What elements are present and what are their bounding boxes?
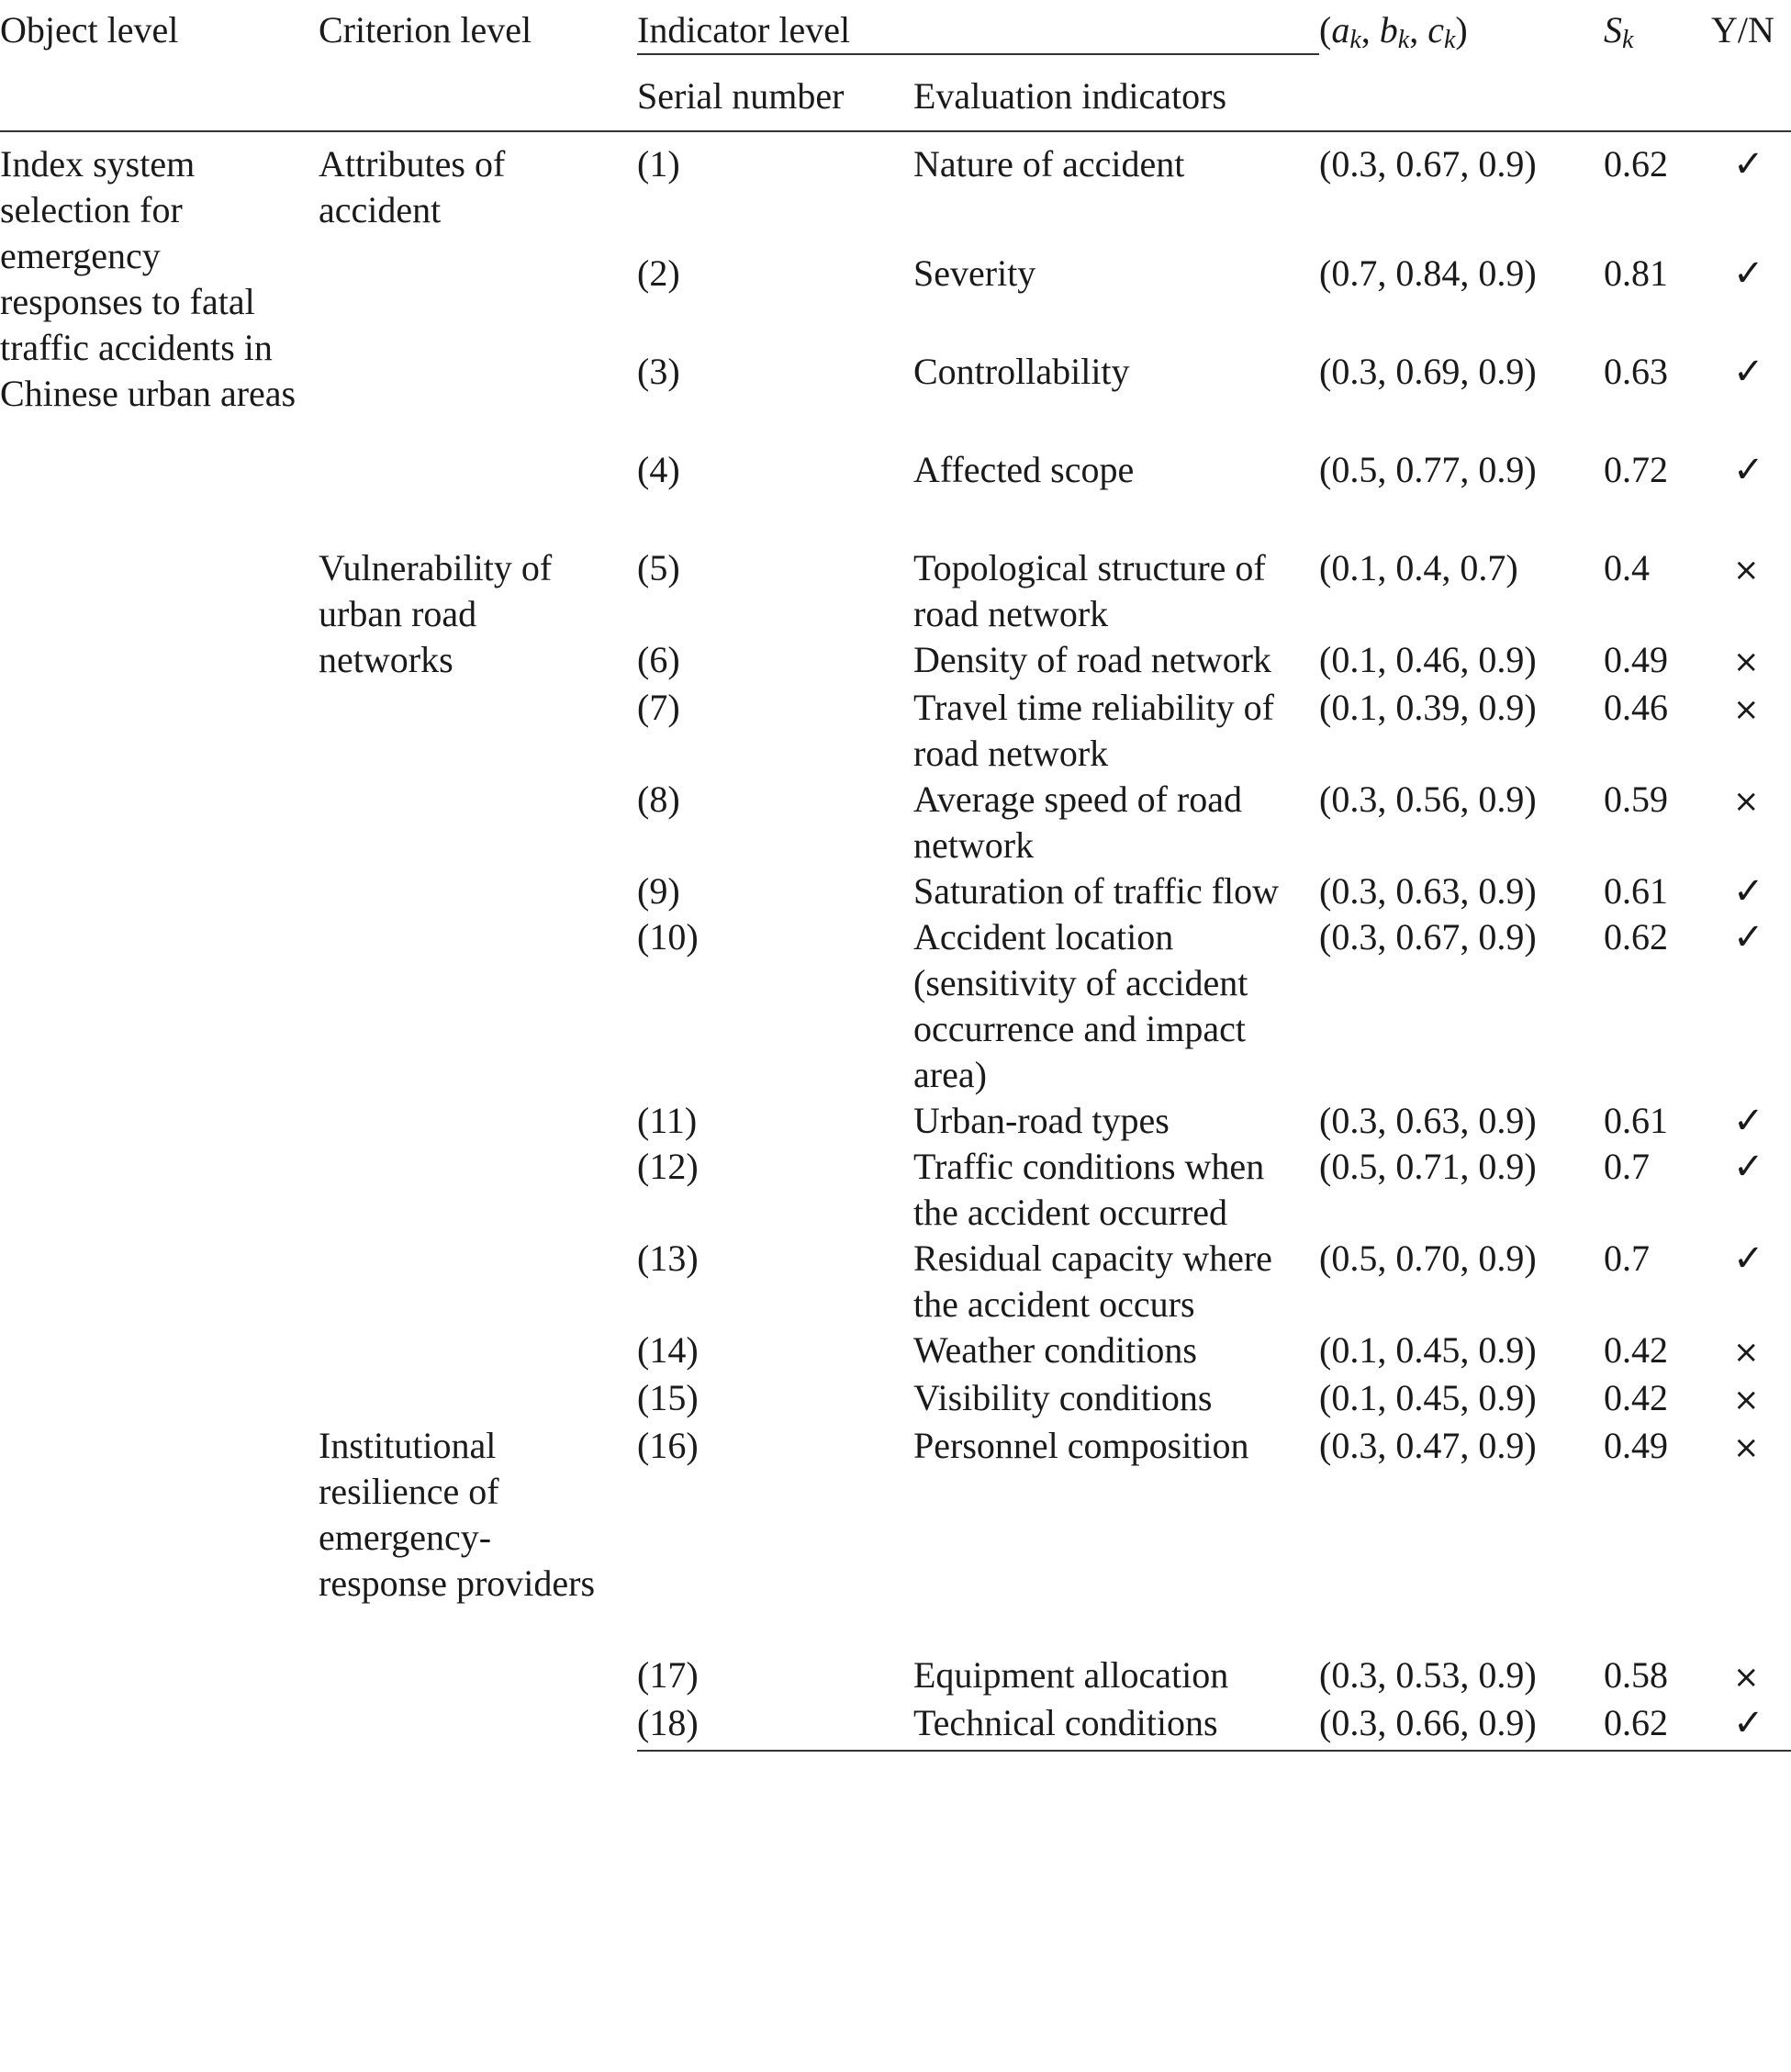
object-level-empty bbox=[0, 545, 319, 1751]
indicator-text: Equipment allocation bbox=[913, 1654, 1229, 1696]
header-sk-s: S bbox=[1604, 9, 1623, 50]
header-abc-open: ( bbox=[1319, 9, 1332, 50]
serial-cell: (13) bbox=[637, 1238, 699, 1279]
sk-cell: 0.58 bbox=[1604, 1654, 1669, 1696]
header-abc-c: c bbox=[1427, 9, 1444, 50]
indicator-cell bbox=[913, 868, 1319, 914]
yn-cell bbox=[1711, 447, 1791, 545]
sk-cell: 0.81 bbox=[1604, 252, 1669, 295]
abc-cell: (0.1, 0.46, 0.9) bbox=[1319, 639, 1537, 680]
header-evaluation-indicators: Evaluation indicators bbox=[913, 54, 1319, 131]
check-icon: ✓ bbox=[1733, 1702, 1764, 1744]
cross-icon: × bbox=[1733, 783, 1760, 820]
table-row bbox=[0, 131, 1791, 251]
abc-cell: (0.3, 0.67, 0.9) bbox=[1319, 916, 1537, 958]
yn-cell bbox=[1711, 1236, 1791, 1327]
serial-cell: (4) bbox=[637, 449, 680, 491]
indicator-cell bbox=[913, 914, 1319, 1098]
check-icon: ✓ bbox=[1733, 1238, 1764, 1280]
header-abc-b: b bbox=[1379, 9, 1398, 50]
yn-cell bbox=[1711, 685, 1791, 777]
indicator-text: Affected scope bbox=[913, 449, 1135, 491]
sk-cell: 0.63 bbox=[1604, 351, 1669, 393]
serial-cell: (6) bbox=[637, 639, 680, 680]
sk-cell: 0.61 bbox=[1604, 1100, 1669, 1141]
check-icon: ✓ bbox=[1733, 1100, 1764, 1142]
header-abc-a-sub: k bbox=[1349, 26, 1361, 54]
check-icon: ✓ bbox=[1733, 351, 1764, 394]
indicator-text: Visibility conditions bbox=[913, 1377, 1213, 1418]
indicator-text: Saturation of traffic flow bbox=[913, 870, 1280, 912]
indicator-text: Urban-road types bbox=[913, 1100, 1170, 1141]
header-object-level: Object level bbox=[0, 0, 319, 131]
indicator-cell bbox=[913, 1098, 1319, 1144]
serial-cell: (11) bbox=[637, 1100, 698, 1141]
sk-cell: 0.4 bbox=[1604, 547, 1651, 588]
abc-cell: (0.1, 0.4, 0.7) bbox=[1319, 547, 1518, 588]
abc-cell: (0.3, 0.47, 0.9) bbox=[1319, 1425, 1537, 1466]
yn-cell bbox=[1711, 545, 1791, 637]
indicator-cell bbox=[913, 685, 1319, 777]
check-icon: ✓ bbox=[1733, 252, 1764, 296]
abc-cell: (0.5, 0.70, 0.9) bbox=[1319, 1238, 1537, 1279]
yn-cell bbox=[1711, 1144, 1791, 1236]
yn-cell bbox=[1711, 914, 1791, 1098]
header-abc-close: ) bbox=[1455, 9, 1468, 50]
header-sk bbox=[1604, 0, 1711, 131]
serial-cell: (1) bbox=[637, 143, 680, 185]
yn-cell bbox=[1711, 349, 1791, 447]
sk-cell: 0.46 bbox=[1604, 687, 1669, 728]
indicator-cell bbox=[913, 1652, 1319, 1700]
check-icon: ✓ bbox=[1733, 143, 1764, 185]
sk-cell: 0.42 bbox=[1604, 1377, 1669, 1418]
header-sk-sub: k bbox=[1622, 26, 1634, 54]
indicator-text: Technical conditions bbox=[913, 1702, 1218, 1743]
check-icon: ✓ bbox=[1733, 449, 1764, 492]
criterion-label: Attributes of accident bbox=[319, 143, 506, 230]
yn-cell bbox=[1711, 1375, 1791, 1423]
indicator-text: Severity bbox=[913, 252, 1036, 295]
indicator-cell bbox=[913, 1327, 1319, 1375]
header-abc-b-sub: k bbox=[1397, 26, 1410, 54]
indicator-cell bbox=[913, 251, 1319, 349]
indicator-cell bbox=[913, 1236, 1319, 1327]
indicator-text: Topological structure of road network bbox=[913, 547, 1266, 634]
serial-cell: (17) bbox=[637, 1654, 699, 1696]
serial-cell: (10) bbox=[637, 916, 699, 958]
serial-cell: (9) bbox=[637, 870, 680, 912]
abc-cell: (0.3, 0.66, 0.9) bbox=[1319, 1700, 1604, 1751]
cross-icon: × bbox=[1733, 691, 1760, 728]
indicator-text: Traffic conditions when the accident occurred bbox=[913, 1146, 1265, 1233]
sk-cell: 0.61 bbox=[1604, 870, 1669, 912]
abc-cell: (0.1, 0.45, 0.9) bbox=[1319, 1377, 1537, 1418]
criterion-cell bbox=[319, 131, 637, 545]
indicator-cell bbox=[913, 131, 1319, 251]
indicator-text: Controllability bbox=[913, 351, 1130, 393]
indicator-text: Nature of accident bbox=[913, 143, 1185, 185]
indicator-cell bbox=[913, 545, 1319, 637]
cross-icon: × bbox=[1733, 1659, 1760, 1696]
cross-icon: × bbox=[1733, 1334, 1760, 1371]
indicator-cell bbox=[913, 777, 1319, 868]
check-icon: ✓ bbox=[1733, 870, 1764, 913]
serial-cell: (7) bbox=[637, 687, 680, 728]
indicator-text: Average speed of road network bbox=[913, 778, 1242, 866]
sk-cell: 0.42 bbox=[1604, 1329, 1669, 1371]
sk-cell: 0.7 bbox=[1604, 1146, 1651, 1187]
indicator-cell bbox=[913, 349, 1319, 447]
sk-cell: 0.49 bbox=[1604, 1425, 1669, 1466]
header-indicator-level: Indicator level bbox=[637, 0, 1319, 54]
serial-cell: (5) bbox=[637, 547, 680, 588]
criterion-label: Vulnerability of urban road networks bbox=[319, 547, 553, 680]
indicator-cell bbox=[913, 1375, 1319, 1423]
sk-cell: 0.62 bbox=[1604, 143, 1669, 185]
indicator-text: Travel time reliability of road network bbox=[913, 687, 1274, 774]
serial-cell: (8) bbox=[637, 778, 680, 820]
criterion-cell bbox=[319, 1423, 637, 1751]
sk-cell: 0.59 bbox=[1604, 778, 1669, 820]
yn-cell bbox=[1711, 777, 1791, 868]
indicator-text: Density of road network bbox=[913, 639, 1271, 680]
table-header bbox=[0, 0, 1791, 131]
abc-cell: (0.3, 0.56, 0.9) bbox=[1319, 778, 1537, 820]
object-level-text: Index system selection for emergency responses to fatal traffic accidents in Chinese urban areas bbox=[0, 143, 297, 414]
sk-cell: 0.7 bbox=[1604, 1238, 1651, 1279]
sk-cell: 0.72 bbox=[1604, 449, 1669, 491]
serial-cell: (2) bbox=[637, 252, 680, 295]
abc-cell: (0.1, 0.39, 0.9) bbox=[1319, 687, 1537, 728]
criterion-cell bbox=[319, 545, 637, 1423]
header-abc: ($a_k$, $b_k$, $c_k$) bbox=[1319, 0, 1604, 131]
header-yn: Y/N bbox=[1711, 0, 1791, 131]
indicator-text: Weather conditions bbox=[913, 1329, 1197, 1371]
header-criterion-level: Criterion level bbox=[319, 0, 637, 131]
abc-cell: (0.3, 0.63, 0.9) bbox=[1319, 870, 1537, 912]
yn-cell bbox=[1711, 1327, 1791, 1375]
header-abc-c-sub: k bbox=[1443, 26, 1456, 54]
cross-icon: × bbox=[1733, 552, 1760, 588]
sk-cell: 0.49 bbox=[1604, 639, 1669, 680]
header-serial-number: Serial number bbox=[637, 54, 913, 131]
yn-cell bbox=[1711, 1423, 1791, 1652]
serial-cell: (18) bbox=[637, 1700, 913, 1751]
indicator-text: Residual capacity where the accident occurs bbox=[913, 1238, 1272, 1325]
abc-cell: (0.3, 0.67, 0.9) bbox=[1319, 143, 1537, 185]
sk-cell: 0.62 bbox=[1604, 1700, 1711, 1751]
table-body bbox=[0, 131, 1791, 1751]
criterion-label: Institutional resilience of emergency-response providers bbox=[319, 1425, 596, 1604]
yn-cell bbox=[1711, 131, 1791, 251]
yn-cell bbox=[1711, 1652, 1791, 1700]
yn-cell bbox=[1711, 637, 1791, 685]
cross-icon: × bbox=[1733, 1382, 1760, 1418]
indicator-cell bbox=[913, 1423, 1319, 1652]
serial-cell: (14) bbox=[637, 1329, 699, 1371]
serial-cell: (12) bbox=[637, 1146, 699, 1187]
cross-icon: × bbox=[1733, 1429, 1760, 1466]
indicator-cell bbox=[913, 1144, 1319, 1236]
abc-cell: (0.5, 0.71, 0.9) bbox=[1319, 1146, 1537, 1187]
abc-cell: (0.7, 0.84, 0.9) bbox=[1319, 252, 1537, 295]
indicator-cell bbox=[913, 1700, 1319, 1751]
cross-icon: × bbox=[1733, 644, 1760, 680]
check-icon: ✓ bbox=[1733, 1146, 1764, 1188]
yn-cell bbox=[1711, 1098, 1791, 1144]
serial-cell: (16) bbox=[637, 1425, 699, 1466]
abc-cell: (0.3, 0.69, 0.9) bbox=[1319, 351, 1537, 393]
indicator-text: Personnel composition bbox=[913, 1425, 1249, 1466]
indicator-cell bbox=[913, 637, 1319, 685]
header-abc-a: a bbox=[1331, 9, 1350, 50]
abc-cell: (0.1, 0.45, 0.9) bbox=[1319, 1329, 1537, 1371]
abc-cell: (0.3, 0.53, 0.9) bbox=[1319, 1654, 1537, 1696]
object-level-cell bbox=[0, 131, 319, 545]
abc-cell: (0.5, 0.77, 0.9) bbox=[1319, 449, 1537, 491]
yn-cell bbox=[1711, 1700, 1791, 1751]
sk-cell: 0.62 bbox=[1604, 916, 1669, 958]
serial-cell: (3) bbox=[637, 351, 680, 393]
table-row bbox=[0, 545, 1791, 637]
serial-cell: (15) bbox=[637, 1377, 699, 1418]
abc-cell: (0.3, 0.63, 0.9) bbox=[1319, 1100, 1537, 1141]
indicator-cell bbox=[913, 447, 1319, 545]
yn-cell bbox=[1711, 251, 1791, 349]
yn-cell bbox=[1711, 868, 1791, 914]
indicator-text: Accident location (sensitivity of accident occurrence and impact area) bbox=[913, 916, 1248, 1095]
check-icon: ✓ bbox=[1733, 916, 1764, 958]
